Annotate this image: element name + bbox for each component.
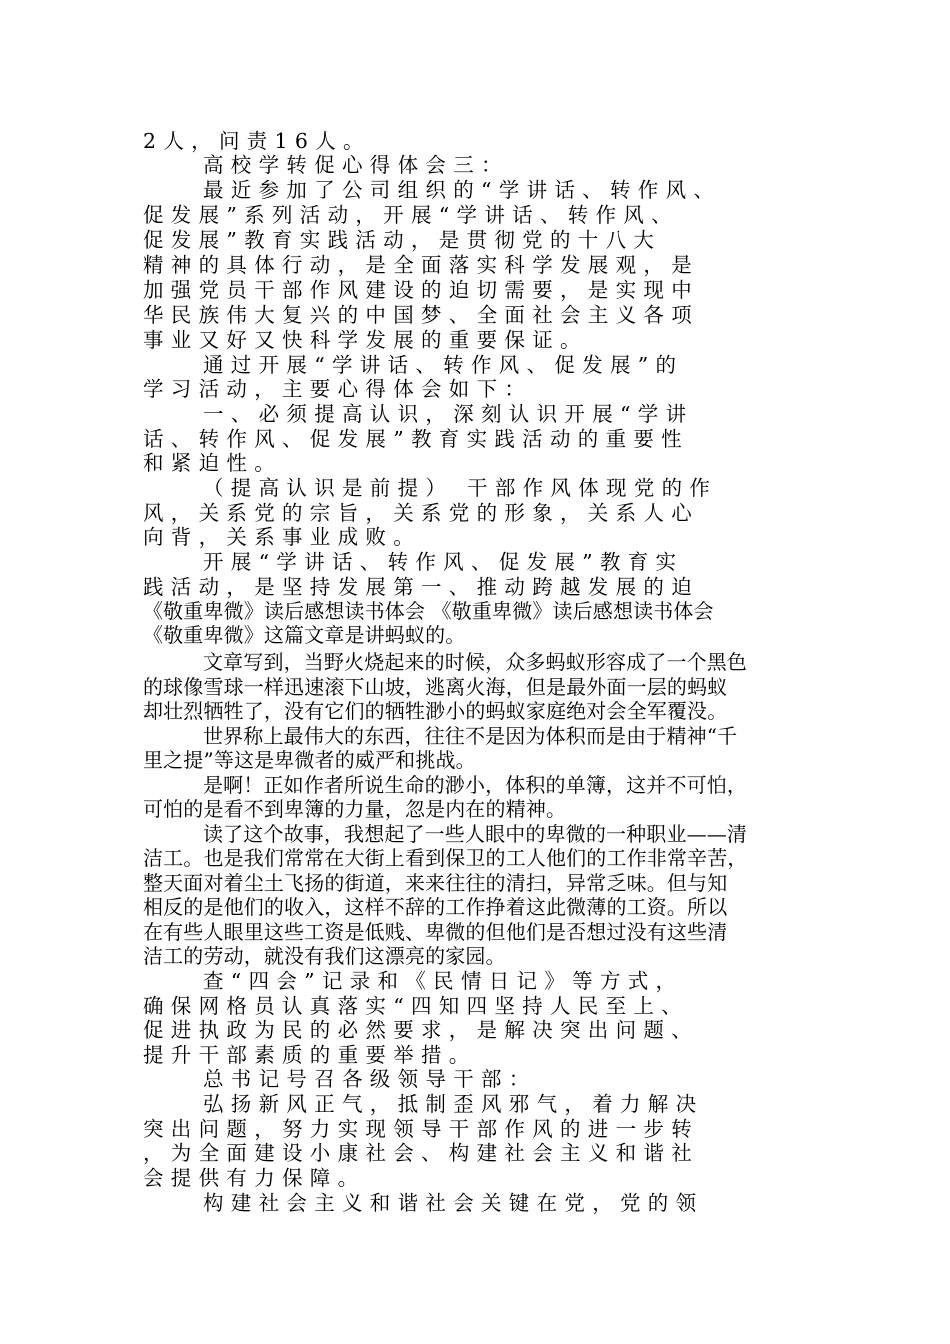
text-line: 会提供有力保障。 (143, 1166, 366, 1190)
text-line: 提升干部素质的重要举措。 (143, 1043, 477, 1067)
text-line: ，为全面建设小康社会、构建社会主义和谐社 (143, 1141, 699, 1165)
text-line: 可怕的是看不到卑簿的力量，忽是内在的精神。 (143, 797, 567, 821)
section-heading: 高校学转促心得体会三： (203, 153, 509, 177)
text-line: 和紧迫性。 (143, 451, 282, 475)
text-line: 向背，关系事业成败。 (143, 525, 421, 549)
text-line: 在有些人眼里这些工资是低贱、卑微的但他们是否想过没有这些清 (143, 920, 728, 944)
article-heading: 《敬重卑微》读后感想读书体会 《敬重卑微》读后感想读书体会 (143, 599, 714, 623)
text-line: 洁工的劳动，就没有我们这漂亮的家园。 (143, 944, 506, 968)
text-line: 弘扬新风正气，抵制歪风邪气，着力解决 (203, 1092, 704, 1116)
text-line: 整天面对着尘土飞扬的街道，来来往往的清扫，异常乏味。但与知 (143, 871, 728, 895)
text-line: 突出问题，努力实现领导干部作风的进一步转 (143, 1117, 699, 1141)
text-line: 加强党员干部作风建设的迫切需要，是实现中 (143, 278, 699, 302)
text-line: 世界称上最伟大的东西，往往不是因为体积而是由于精神“千 (203, 724, 738, 748)
text-line: 总书记号召各级领导干部： (203, 1067, 537, 1091)
text-line: 2人，问责16人。 (143, 129, 371, 153)
text-line: 促发展”教育实践活动，是贯彻党的十八大 (143, 228, 662, 252)
text-line: 相反的是他们的收入，这样不辞的工作挣着这此微薄的工资。所以 (143, 895, 728, 919)
text-line: 最近参加了公司组织的“学讲话、转作风、 (203, 178, 722, 202)
text-line: 《敬重卑微》这篇文章是讲蚂蚁的。 (143, 623, 466, 647)
text-line: 里之提”等这是卑微者的威严和挑战。 (143, 748, 476, 772)
text-line: 开展“学讲话、转作风、促发展”教育实 (203, 550, 684, 574)
text-line: 读了这个故事，我想起了一些人眼中的卑微的一种职业——清 (203, 822, 748, 846)
text-line: 精神的具体行动，是全面落实科学发展观，是 (143, 253, 699, 277)
text-line: 践活动，是坚持发展第一、推动跨越发展的迫 (143, 575, 699, 599)
text-line: 查“四会”记录和《民情日记》等方式， (203, 969, 684, 993)
text-line: 促发展”系列活动，开展“学讲话、转作风、 (143, 203, 679, 227)
text-line: 却壮烈牺牲了，没有它们的牺牲渺小的蚂蚁家庭绝对会全军覆没。 (143, 699, 728, 723)
text-line: 促进执政为民的必然要求，是解决突出问题、 (143, 1018, 699, 1042)
text-line: 洁工。也是我们常常在大街上看到保卫的工人他们的工作非常辛苦， (143, 846, 748, 870)
text-line: 华民族伟大复兴的中国梦、全面社会主义各项 (143, 303, 699, 327)
text-line: 文章写到，当野火烧起来的时候，众多蚂蚁形容成了一个黑色 (203, 650, 748, 674)
text-line: （提高认识是前提） 干部作风体现党的作 (203, 476, 718, 500)
text-line: 风，关系党的宗旨，关系党的形象，关系人心 (143, 501, 699, 525)
text-line: 事业又好又快科学发展的重要保证。 (143, 328, 588, 352)
text-line: 学习活动，主要心得体会如下： (143, 377, 533, 401)
text-line: 话、转作风、促发展”教育实践活动的重要性 (143, 427, 689, 451)
text-line: 构建社会主义和谐社会关键在党，党的领 (203, 1191, 704, 1215)
text-line: 的球像雪球一样迅速滚下山坡，逃离火海，但是最外面一层的蚂蚁 (143, 675, 728, 699)
text-line: 通过开展“学讲话、转作风、促发展”的 (203, 353, 684, 377)
text-line: 是啊！正如作者所说生命的渺小，体积的单簿，这并不可怕， (203, 773, 748, 797)
text-line: 确保网格员认真落实“四知四坚持人民至上、 (143, 994, 689, 1018)
text-line: 一、必须提高认识，深刻认识开展“学讲 (203, 402, 694, 426)
